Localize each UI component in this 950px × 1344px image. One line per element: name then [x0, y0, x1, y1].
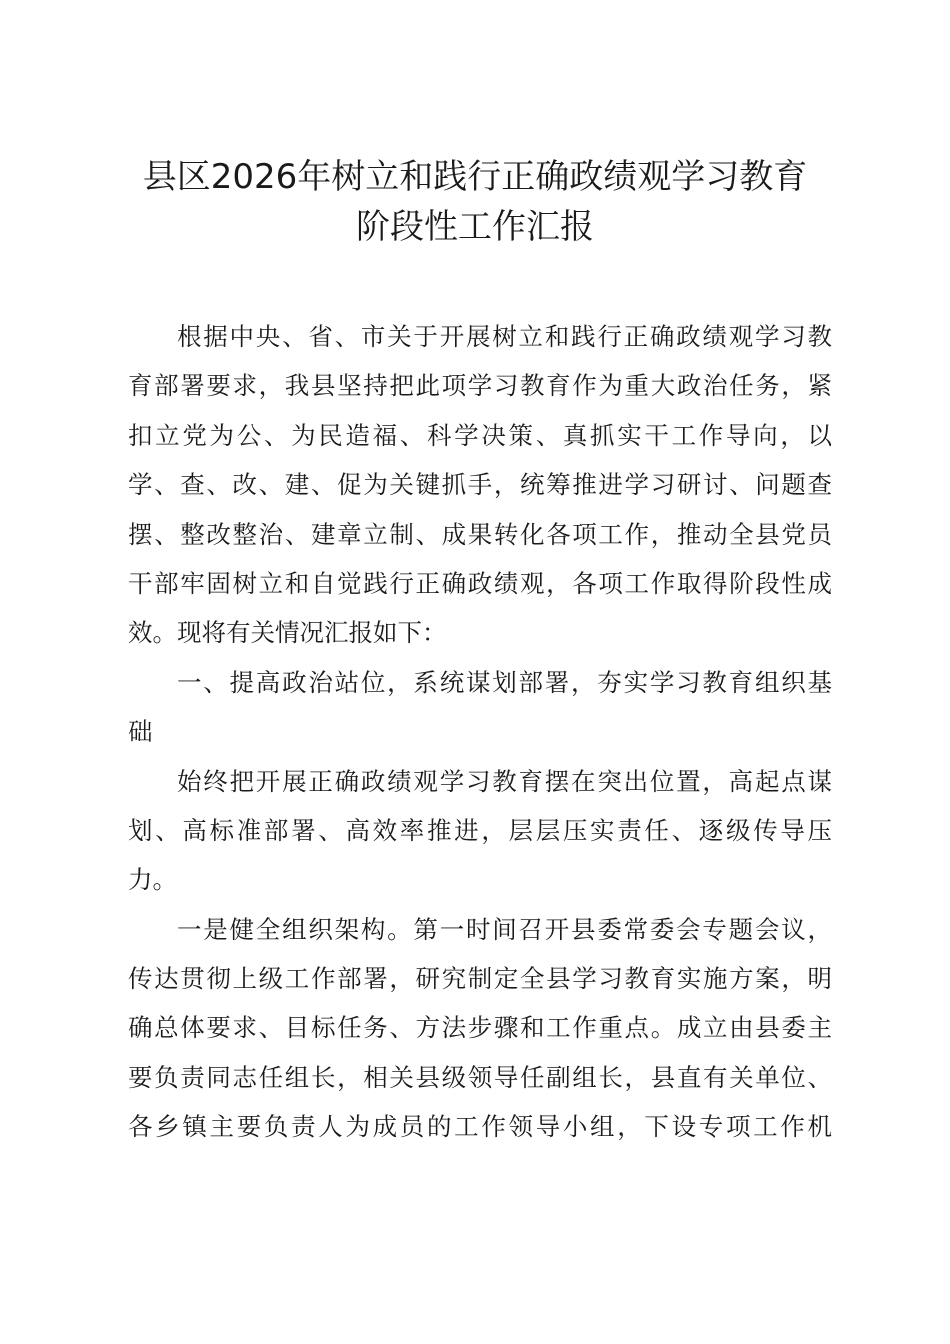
paragraph-line: 摆、整改整治、建章立制、成果转化各项工作，推动全县党员	[128, 519, 832, 549]
paragraph-line: 划、高标准部署、高效率推进，层层压实责任、逐级传导压	[128, 815, 832, 845]
document-title	[110, 152, 840, 252]
paragraph-line: 要负责同志任组长，相关县级领导任副组长，县直有关单位、	[128, 1062, 832, 1092]
paragraph-line: 育部署要求，我县坚持把此项学习教育作为重大政治任务，紧	[128, 371, 832, 401]
section-heading-line: 础	[128, 717, 153, 747]
paragraph-line: 一是健全组织架构。第一时间召开县委常委会专题会议，	[177, 914, 832, 944]
paragraph-line: 学、查、改、建、促为关键抓手，统筹推进学习研讨、问题查	[128, 470, 832, 500]
paragraph-line: 效。现将有关情况汇报如下：	[128, 618, 447, 648]
paragraph-line: 干部牢固树立和自觉践行正确政绩观，各项工作取得阶段性成	[128, 568, 832, 598]
title-line: 县区2026年树立和践行正确政绩观学习教育	[142, 157, 808, 197]
paragraph-line: 传达贯彻上级工作部署，研究制定全县学习教育实施方案，明	[128, 964, 832, 994]
paragraph-line: 确总体要求、目标任务、方法步骤和工作重点。成立由县委主	[128, 1013, 832, 1043]
section-heading-line: 一、提高政治站位，系统谋划部署，夯实学习教育组织基	[177, 667, 832, 697]
document-body	[128, 312, 832, 1152]
title-line: 阶段性工作汇报	[356, 207, 594, 247]
paragraph-line: 扣立党为公、为民造福、科学决策、真抓实干工作导向，以	[128, 420, 832, 450]
paragraph-line: 各乡镇主要负责人为成员的工作领导小组，下设专项工作机	[128, 1112, 832, 1142]
paragraph-line: 根据中央、省、市关于开展树立和践行正确政绩观学习教	[177, 322, 832, 351]
paragraph-line: 始终把开展正确政绩观学习教育摆在突出位置，高起点谋	[177, 766, 832, 796]
paragraph-line: 力。	[128, 865, 177, 895]
